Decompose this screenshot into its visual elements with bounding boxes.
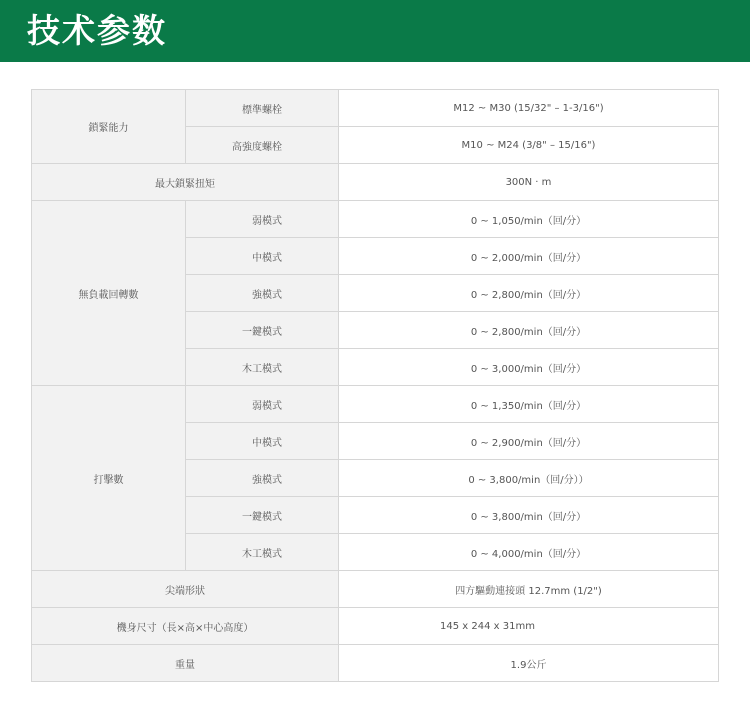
sub-label-medium-mode: 中模式: [186, 423, 339, 460]
row-label-tightening: 鎖緊能力: [32, 90, 186, 164]
value-speed-wood: 0 ~ 3,000/min（回/分）: [339, 349, 719, 386]
row-label-no-load-speed: 無負載回轉數: [32, 201, 186, 386]
sub-label-weak-mode: 弱模式: [186, 201, 339, 238]
page-title: 技术参数: [27, 11, 167, 50]
table-row: [32, 645, 719, 682]
value-impact-medium: 0 ~ 2,900/min（回/分）: [339, 423, 719, 460]
row-label-impact-rate: 打擊數: [32, 386, 186, 571]
sub-label-high-strength-bolt: 高強度螺栓: [186, 127, 339, 164]
value-max-torque: 300N · m: [339, 164, 719, 201]
sub-label-strong-mode: 強模式: [186, 460, 339, 497]
value-impact-strong: 0 ~ 3,800/min（回/分））: [339, 460, 719, 497]
table-row: [32, 608, 719, 645]
table-row: [32, 386, 719, 423]
value-speed-medium: 0 ~ 2,000/min（回/分）: [339, 238, 719, 275]
table-row: [32, 571, 719, 608]
row-label-anvil: 尖端形狀: [32, 571, 339, 608]
value-standard-bolt: M12 ~ M30 (15/32" – 1-3/16"): [339, 90, 719, 127]
value-anvil: 四方驅動連接頭 12.7mm (1/2"): [339, 571, 719, 608]
value-dimensions: 145 x 244 x 31mm: [339, 608, 719, 645]
sub-label-strong-mode: 強模式: [186, 275, 339, 312]
row-label-dimensions: 機身尺寸（長×高×中心高度）: [32, 608, 339, 645]
sub-label-wood-mode: 木工模式: [186, 534, 339, 571]
sub-label-medium-mode: 中模式: [186, 238, 339, 275]
sub-label-wood-mode: 木工模式: [186, 349, 339, 386]
page-header: [0, 0, 750, 62]
value-speed-weak: 0 ~ 1,050/min（回/分）: [339, 201, 719, 238]
value-speed-one-touch: 0 ~ 2,800/min（回/分）: [339, 312, 719, 349]
row-label-max-torque: 最大鎖緊扭矩: [32, 164, 339, 201]
sub-label-standard-bolt: 標準螺栓: [186, 90, 339, 127]
sub-label-weak-mode: 弱模式: [186, 386, 339, 423]
value-high-strength-bolt: M10 ~ M24 (3/8" – 15/16"): [339, 127, 719, 164]
value-impact-weak: 0 ~ 1,350/min（回/分）: [339, 386, 719, 423]
sub-label-one-touch-mode: 一鍵模式: [186, 497, 339, 534]
sub-label-one-touch-mode: 一鍵模式: [186, 312, 339, 349]
table-row: [32, 90, 719, 127]
value-impact-wood: 0 ~ 4,000/min（回/分）: [339, 534, 719, 571]
value-weight: 1.9公斤: [339, 645, 719, 682]
row-label-weight: 重量: [32, 645, 339, 682]
table-row: [32, 201, 719, 238]
spec-table: [31, 89, 719, 682]
value-impact-one-touch: 0 ~ 3,800/min（回/分）: [339, 497, 719, 534]
value-speed-strong: 0 ~ 2,800/min（回/分）: [339, 275, 719, 312]
table-row: [32, 164, 719, 201]
